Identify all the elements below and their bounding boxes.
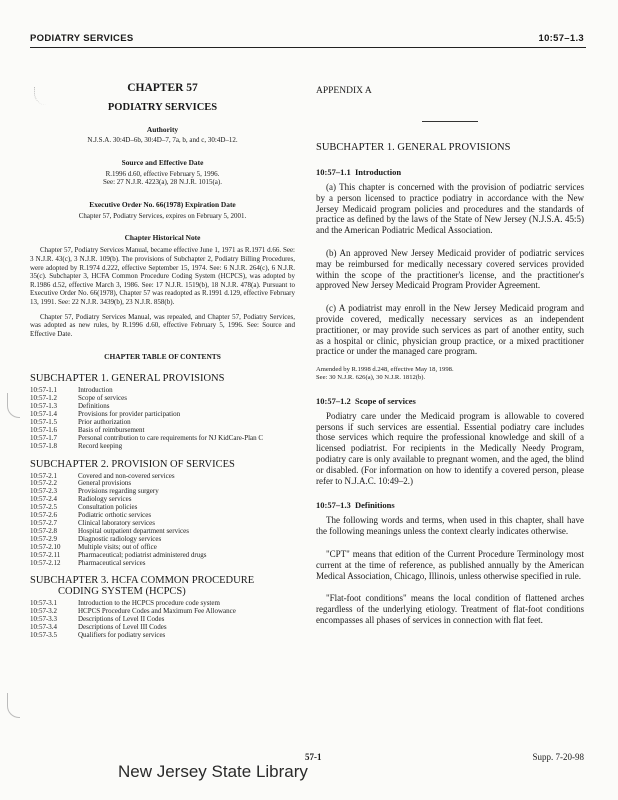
toc-entry-title: HCPCS Procedure Codes and Maximum Fee Allowance	[78, 607, 236, 616]
running-header-section: 10:57–1.3	[538, 33, 584, 44]
toc-entry-number: 10:57-2.1	[30, 471, 58, 480]
toc-entry-number: 10:57-2.10	[30, 542, 61, 551]
toc-entry	[30, 560, 207, 568]
left-column	[30, 82, 295, 640]
toc-entry-title: Diagnostic radiology services	[78, 534, 162, 543]
toc-entry	[30, 419, 263, 427]
source-text-2: See: 27 N.J.R. 4223(a), 28 N.J.R. 1015(a).	[103, 178, 222, 187]
toc-entry-title: Multiple visits; out of office	[78, 542, 157, 551]
toc-subchapter-3	[30, 600, 236, 640]
section-1-1-c: (c) A podiatrist may enroll in the New Jersey Medicaid program and provide covered, medically necessary services as an independent practitioner, or may provide such services as part of another entity, such as a hospital or clinic, physician group practice, or a mixed practitioner practice or under the managed care program.	[316, 303, 584, 357]
section-1-3-intro: The following words and terms, when used in this chapter, shall have the following meanings unless the context clearly indicates otherwise.	[316, 515, 584, 537]
toc-subchapter-2	[30, 473, 207, 568]
toc-entry-number: 10:57-2.12	[30, 558, 61, 567]
toc-entry-title: Radiology services	[78, 495, 132, 504]
toc-entry-title: Provisions regarding surgery	[78, 487, 159, 496]
toc-subchapter-1	[30, 387, 263, 450]
toc-subchapter-3-title-cont: CODING SYSTEM (HCPCS)	[58, 586, 186, 598]
definition-cpt: "CPT" means that edition of the Current Procedure Terminology most current at the time of reference, as published annually by the American Medical Association, Chicago, Illinois, unless otherwise specified in rule.	[316, 548, 584, 581]
history-paragraph-1: Chapter 57, Podiatry Services Manual, became effective June 1, 1971 as R.1971 d.66. See: 3 N.J.R. 43(c), 3 N.J.R. 109(b). The provisions of Subchapter 2, Podiatry Billing Procedures, were adopted by R.1974 d.222, effective September 15, 1974. See: 6 N.J.R. 264(c), 6 N.J.R. 35(c). Subchapter 3, HCFA Common Procedure Coding System (HCPCS), was adopted by R.1986 d.52, effective March 3, 1986. See: 17 N.J.R. 1519(b), 18 N.J.R. 478(a). Pursuant to Executive Order No. 66(1978), Chapter 57 was readopted as R.1991 d.129, effective February 13, 1991. See: 22 N.J.R. 3439(b), 23 N.J.R. 858(b).	[30, 246, 295, 306]
toc-entry-number: 10:57-3.3	[30, 615, 58, 624]
margin-mark	[7, 393, 20, 418]
toc-entry-number: 10:57-3.2	[30, 607, 58, 616]
chapter-number: CHAPTER 57	[127, 82, 198, 94]
toc-entry-number: 10:57-3.4	[30, 623, 58, 632]
supplement-date: Supp. 7-20-98	[532, 752, 584, 762]
toc-entry-number: 10:57-1.7	[30, 433, 58, 442]
toc-entry-number: 10:57-2.8	[30, 526, 58, 535]
toc-entry-title: Podiatric orthotic services	[78, 511, 152, 520]
toc-entry-number: 10:57-1.8	[30, 441, 58, 450]
running-header-title: PODIATRY SERVICES	[30, 33, 134, 44]
toc-entry-title: Descriptions of Level III Codes	[78, 623, 167, 632]
toc-entry-title: Clinical laboratory services	[78, 519, 155, 527]
section-1-2-text: Podiatry care under the Medicaid program is allowable to covered persons if such services are essential. Essential podiatry care includes those services which require the professional knowledge and skill of a licensed podiatrist. For recipients in the Medically Needy Program, podiatry care is only available to pregnant women, and the aged, the blind or disabled. (For information on how to identify a covered person, please refer to N.J.A.C. 10:49–2.)	[316, 410, 584, 486]
toc-entry-title: Basis of reimbursement	[78, 425, 145, 434]
toc-entry-number: 10:57-1.3	[30, 402, 58, 411]
amendment-note-2: See: 30 N.J.R. 626(a), 30 N.J.R. 1812(b).	[316, 373, 426, 381]
subchapter-1-title: SUBCHAPTER 1. GENERAL PROVISIONS	[316, 142, 511, 153]
toc-entry-title: Consultation policies	[78, 503, 138, 512]
toc-entry	[30, 632, 236, 640]
toc-entry-title: Definitions	[78, 402, 110, 411]
header-rule	[30, 47, 586, 48]
source-heading: Source and Effective Date	[121, 157, 204, 167]
toc-entry-number: 10:57-1.6	[30, 425, 58, 434]
toc-entry-number: 10:57-3.1	[30, 599, 58, 608]
margin-mark	[7, 693, 20, 718]
authority-heading: Authority	[146, 125, 179, 134]
definition-flat-foot: "Flat-foot conditions" means the local condition of flattened arches regardless of the underlying etiology. Treatment of flat-foot conditions encompasses all phases of services in connection with flat feet.	[316, 593, 584, 625]
toc-entry-title: General provisions	[78, 479, 132, 488]
toc-entry-number: 10:57-2.7	[30, 519, 58, 527]
exec-order-heading: Executive Order No. 66(1978) Expiration Date	[89, 199, 236, 209]
toc-entry	[30, 411, 263, 419]
toc-entry-number: 10:57-2.5	[30, 503, 58, 512]
authority-text: N.J.S.A. 30:4D–6b, 30:4D–7, 7a, b, and c, 30:4D–12.	[87, 136, 238, 144]
toc-entry-title: Covered and non-covered services	[78, 471, 175, 480]
source-text-1: R.1996 d.60, effective February 5, 1996.	[105, 169, 220, 178]
toc-subchapter-3-title: SUBCHAPTER 3. HCFA COMMON PROCEDURE	[30, 575, 255, 587]
toc-entry-title: Record keeping	[78, 441, 123, 450]
toc-entry-title: Introduction	[78, 386, 113, 395]
toc-entry	[30, 395, 263, 403]
toc-entry	[30, 435, 263, 443]
toc-entry-number: 10:57-1.2	[30, 394, 58, 403]
toc-subchapter-1-title: SUBCHAPTER 1. GENERAL PROVISIONS	[30, 373, 225, 385]
toc-subchapter-2-title: SUBCHAPTER 2. PROVISION OF SERVICES	[30, 458, 235, 470]
toc-entry-title: Prior authorization	[78, 417, 131, 426]
exec-order-text: Chapter 57, Podiatry Services, expires on February 5, 2001.	[78, 211, 247, 220]
toc-entry-number: 10:57-2.9	[30, 534, 58, 543]
toc-entry-number: 10:57-1.4	[30, 410, 58, 419]
section-number: 10:57–1.2	[316, 395, 351, 406]
toc-heading: CHAPTER TABLE OF CONTENTS	[104, 352, 221, 362]
section-1-1-a: (a) This chapter is concerned with the provision of podiatric services by a person licensed to practice podiatry in accordance with the New Jersey Medicaid program policies and procedures and the standards of practice as defined by the laws of the State of New Jersey (N.J.S.A. 45:5) and the American Podiatric Medical Association.	[316, 182, 584, 236]
appendix-rule	[422, 121, 478, 122]
toc-entry-number: 10:57-1.1	[30, 386, 58, 395]
history-paragraph-2: Chapter 57, Podiatry Services Manual, was repealed, and Chapter 57, Podiatry Services, was adopted as new rules, by R.1996 d.60, effective February 5, 1996. See: Source and Effective Date.	[30, 312, 295, 338]
section-1-2-heading	[316, 396, 584, 406]
toc-entry-number: 10:57-2.3	[30, 487, 58, 496]
section-number: 10:57–1.1	[316, 167, 351, 177]
toc-entry-number: 10:57-2.2	[30, 479, 58, 488]
toc-entry-number: 10:57-3.5	[30, 631, 58, 640]
section-title: Definitions	[354, 500, 395, 511]
toc-entry-number: 10:57-2.6	[30, 511, 58, 520]
toc-entry-title: Descriptions of Level II Codes	[78, 615, 165, 624]
toc-entry	[30, 387, 263, 395]
chapter-title: PODIATRY SERVICES	[107, 102, 218, 113]
section-1-1-b: (b) An approved New Jersey Medicaid provider of podiatric services may be reimbursed for medically necessary covered services provided within the scope of the practitioner's license, and the practitioner's approved New Jersey Medicaid Program Provider Agreement.	[316, 247, 584, 291]
toc-entry-title: Provisions for provider participation	[78, 410, 181, 419]
toc-entry-number: 10:57-2.11	[30, 550, 61, 559]
toc-entry-title: Pharmaceutical; podiatrist administered drugs	[78, 550, 207, 559]
toc-entry-title: Personal contribution to care requirements for NJ KidCare-Plan C	[78, 433, 264, 442]
library-stamp: New Jersey State Library	[118, 762, 308, 781]
toc-entry-title: Qualifiers for podiatry services	[78, 631, 166, 640]
section-title: Scope of services	[354, 395, 416, 406]
toc-entry-title: Scope of services	[78, 394, 127, 403]
toc-entry-number: 10:57-2.4	[30, 495, 58, 504]
section-title: Introduction	[354, 167, 402, 177]
section-number: 10:57–1.3	[316, 500, 351, 511]
page-number: 57-1	[305, 752, 322, 762]
section-1-1-heading	[316, 167, 584, 177]
toc-entry-title: Pharmaceutical services	[78, 558, 146, 567]
amendment-note-1: Amended by R.1998 d.248, effective May 18, 1998.	[316, 366, 454, 374]
history-heading: Chapter Historical Note	[124, 233, 201, 243]
toc-entry-number: 10:57-1.5	[30, 417, 58, 426]
appendix-label: APPENDIX A	[316, 86, 372, 96]
toc-entry	[30, 443, 263, 451]
right-column	[316, 82, 584, 626]
toc-entry-title: Introduction to the HCPCS procedure code system	[78, 599, 220, 608]
section-1-3-heading	[316, 500, 584, 510]
toc-entry-title: Hospital outpatient department services	[78, 526, 189, 535]
